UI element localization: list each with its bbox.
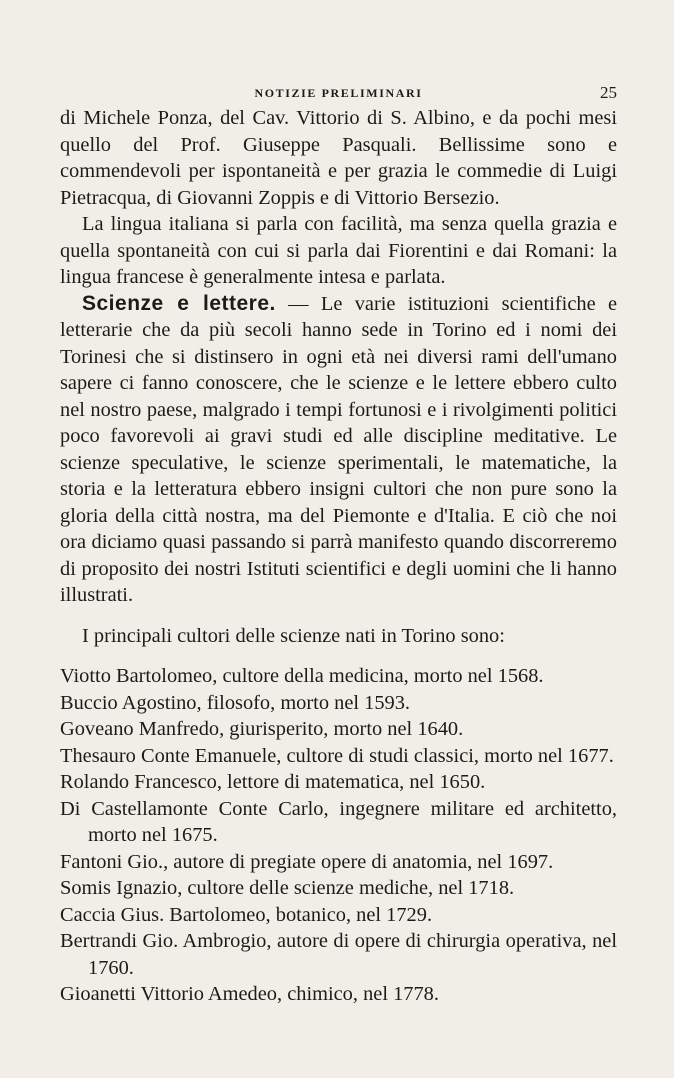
- list-item: Viotto Bartolomeo, cultore della medicina, morto nel 1568.: [60, 665, 544, 687]
- list-item: Fantoni Gio., autore di pregiate opere di anatomia, nel 1697.: [60, 850, 554, 873]
- running-head: [60, 80, 617, 102]
- running-title: NOTIZIE PRELIMINARI: [254, 86, 423, 100]
- section-heading: Scienze e lettere.: [82, 291, 276, 315]
- paragraph-sciences: [60, 291, 617, 609]
- list-item: Somis Ignazio, cultore delle scienze mediche, nel 1718.: [60, 877, 515, 899]
- paragraph-language: La lingua italiana si parla con facilità, ma senza quella grazia e quella spontaneità con cui si parla dai Fiorentini e dai Romani: la lingua francese è generalmente intesa e parlata.: [60, 213, 617, 288]
- body-text: [60, 105, 617, 1008]
- section-text: — Le varie istituzioni scientifiche e letterarie che da più secoli hanno sede in Torino ed i nomi dei Torinesi che si distinsero in ogni età nei diversi rami dell'umano sapere ci fanno conoscere, che le scienze e le lettere ebbero culto nel nostro paese, malgrado i tempi fortunosi e i rivolgimenti politici poco favorevoli ai gravi studi ed alle discipline meditative. Le scienze speculative, le scienze sperimentali, le matematiche, la storia e la letteratura ebbero insigni cultori che non pure sono la gloria della città nostra, ma del Piemonte e d'Italia. E ciò che noi ora diciamo quasi passando si parrà manifesto quando discorreremo di proposito dei nostri Istituti scientifici e degli uomini che li hanno illustrati.: [60, 292, 617, 606]
- list-item: Di Castellamonte Conte Carlo, ingegnere militare ed architetto, morto nel 1675.: [60, 797, 617, 846]
- list-item: Thesauro Conte Emanuele, cultore di studi classici, morto nel 1677.: [60, 744, 614, 767]
- list-item: Rolando Francesco, lettore di matematica, nel 1650.: [60, 771, 486, 793]
- scientists-list: [60, 663, 617, 1008]
- paragraph-continued: di Michele Ponza, del Cav. Vittorio di S. Albino, e da pochi mesi quello del Prof. Giuseppe Pasquali. Bellissime sono e commendevoli per ispontaneità e per grazia le commedie di Luigi Pietracqua, di Giovanni Zoppis e di Vittorio Bersezio.: [60, 107, 617, 209]
- list-item: Bertrandi Gio. Ambrogio, autore di opere di chirurgia operativa, nel 1760.: [60, 930, 617, 979]
- list-item: Caccia Gius. Bartolomeo, botanico, nel 1729.: [60, 903, 433, 926]
- list-item: Goveano Manfredo, giurisperito, morto nel 1640.: [60, 718, 464, 740]
- list-item: Gioanetti Vittorio Amedeo, chimico, nel 1778.: [60, 983, 439, 1005]
- page-number: 25: [600, 83, 617, 102]
- list-item: Buccio Agostino, filosofo, morto nel 1593.: [60, 691, 411, 714]
- paragraph-intro-list: I principali cultori delle scienze nati in Torino sono:: [82, 624, 505, 647]
